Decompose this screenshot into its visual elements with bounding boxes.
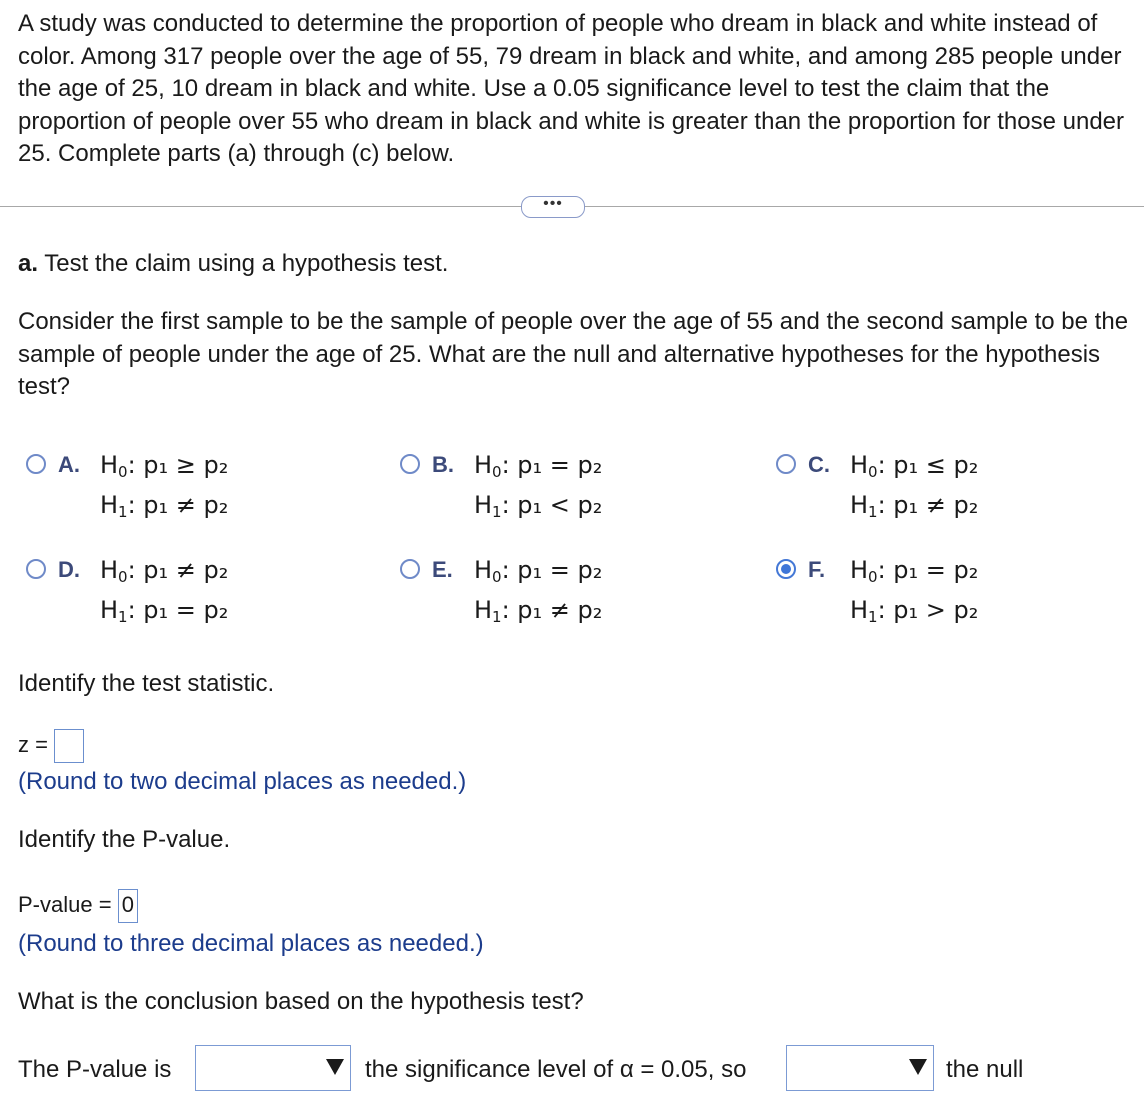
- null-hypothesis: $H_0$: p₁ = p₂: [474, 451, 603, 481]
- alternative-hypothesis: $H_1$: p₁ = p₂: [100, 596, 229, 626]
- p-value-input[interactable]: 0: [118, 889, 138, 923]
- radio-button-e[interactable]: [400, 559, 420, 579]
- z-rounding-hint: (Round to two decimal places as needed.): [18, 768, 467, 795]
- alternative-hypothesis: $H_1$: p₁ < p₂: [474, 491, 603, 521]
- alternative-hypothesis: $H_1$: p₁ ≠ p₂: [100, 491, 229, 521]
- part-a-title: Test the claim using a hypothesis test.: [44, 250, 449, 277]
- choice-e[interactable]: [400, 555, 730, 645]
- choice-b[interactable]: [400, 450, 730, 540]
- p-value-row: [18, 888, 138, 923]
- p-value-comparison-dropdown[interactable]: [195, 1045, 351, 1091]
- null-hypothesis: $H_0$: p₁ ≥ p₂: [100, 451, 229, 481]
- p-value-label: P-value =: [18, 892, 112, 917]
- choice-c[interactable]: [776, 450, 1116, 540]
- choice-f[interactable]: [776, 555, 1116, 645]
- part-a-label: a.: [18, 250, 39, 277]
- radio-button-a[interactable]: [26, 454, 46, 474]
- z-input[interactable]: [54, 729, 84, 763]
- choice-letter: E.: [432, 557, 453, 582]
- alternative-hypothesis: $H_1$: p₁ ≠ p₂: [474, 596, 603, 626]
- null-hypothesis: $H_0$: p₁ ≠ p₂: [100, 556, 229, 586]
- more-button[interactable]: •••: [521, 196, 585, 218]
- z-label: z =: [18, 732, 48, 757]
- null-hypothesis: $H_0$: p₁ = p₂: [474, 556, 603, 586]
- p-value-prompt: Identify the P-value.: [18, 826, 231, 853]
- choice-d[interactable]: [26, 555, 356, 645]
- conclusion-text-2: the significance level of α = 0.05, so: [365, 1056, 747, 1083]
- conclusion-text-3: the null: [946, 1056, 1024, 1083]
- dropdown-arrow-icon: [909, 1059, 927, 1075]
- radio-button-f-selected[interactable]: [776, 559, 796, 579]
- choice-letter: F.: [808, 557, 826, 582]
- dropdown-arrow-icon: [326, 1059, 344, 1075]
- null-decision-dropdown[interactable]: [786, 1045, 934, 1091]
- choice-letter: D.: [58, 557, 80, 582]
- part-a-heading: [18, 248, 448, 281]
- problem-statement: A study was conducted to determine the proportion of people who dream in black and white instead of color. Among 317 people over the age of 55, 79 dream in black and white, and among 285 people under the age of 25, 10 dream in black and white. Use a 0.05 significance level to test the claim that the proportion of people over 55 who dream in black and white is greater than the proportion for those under 25. Complete parts (a) through (c) below.: [18, 10, 1125, 167]
- z-row: [18, 728, 84, 763]
- test-statistic-prompt: Identify the test statistic.: [18, 670, 275, 697]
- choice-letter: C.: [808, 452, 830, 477]
- null-hypothesis: $H_0$: p₁ ≤ p₂: [850, 451, 979, 481]
- null-hypothesis: $H_0$: p₁ = p₂: [850, 556, 979, 586]
- p-value-rounding-hint: (Round to three decimal places as needed.): [18, 930, 484, 957]
- hypothesis-question: Consider the first sample to be the sample of people over the age of 55 and the second sample to be the sample of people under the age of 25. What are the null and alternative hypotheses for the hypothesis test?: [18, 308, 1129, 400]
- radio-button-c[interactable]: [776, 454, 796, 474]
- alternative-hypothesis: $H_1$: p₁ > p₂: [850, 596, 979, 626]
- choice-a[interactable]: [26, 450, 356, 540]
- choice-letter: B.: [432, 452, 454, 477]
- alternative-hypothesis: $H_1$: p₁ ≠ p₂: [850, 491, 979, 521]
- radio-button-d[interactable]: [26, 559, 46, 579]
- conclusion-prompt: What is the conclusion based on the hypothesis test?: [18, 988, 584, 1015]
- radio-button-b[interactable]: [400, 454, 420, 474]
- choice-letter: A.: [58, 452, 80, 477]
- conclusion-text-1: The P-value is: [18, 1056, 172, 1083]
